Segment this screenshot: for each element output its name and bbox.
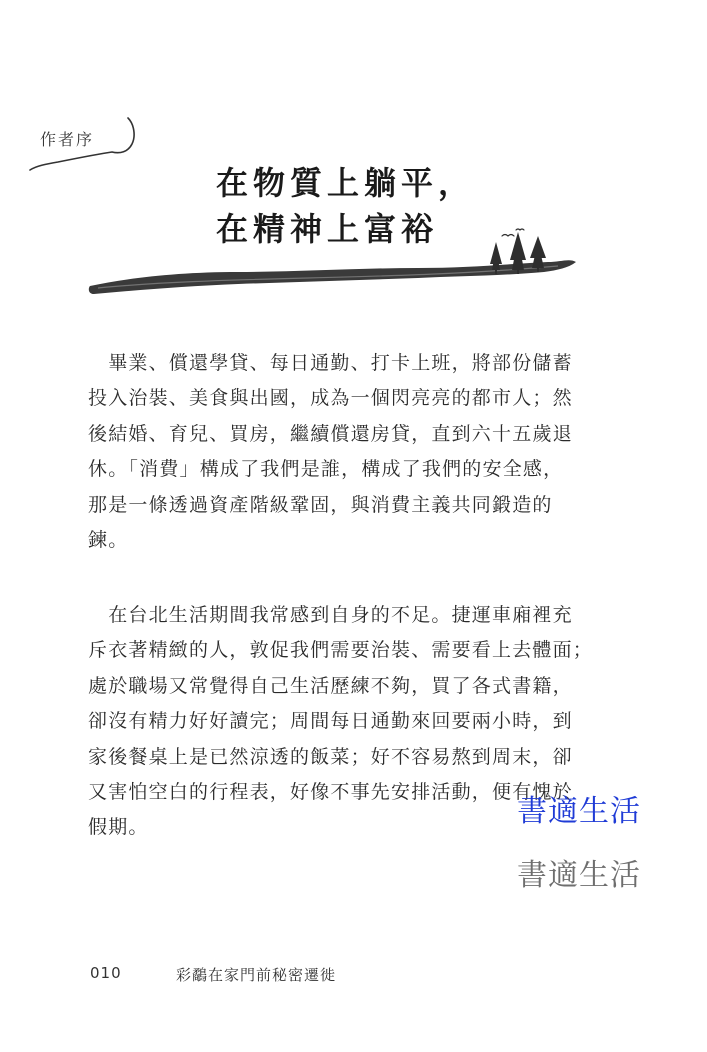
paragraph-line: 鍊。 (88, 529, 129, 552)
watermark-blue: 書適生活 (517, 794, 641, 829)
paragraph-line: 那是一條透過資產階級鞏固，與消費主義共同鍛造的 (88, 493, 553, 516)
pine-tree-icon (490, 232, 546, 274)
paragraph-line: 投入治裝、美食與出國，成為一個閃亮亮的都市人；然 (88, 387, 573, 410)
paragraph-line: 後結婚、育兒、買房，繼續償還房貸，直到六十五歲退 (88, 422, 573, 445)
page-number: 010 (90, 964, 122, 982)
watermark-gray: 書適生活 (517, 858, 641, 893)
paragraph-2 (88, 598, 594, 846)
paragraph-line: 假期。 (88, 816, 149, 839)
paragraph-1 (88, 346, 588, 558)
title-line-1: 在物質上躺平， (216, 164, 476, 202)
title-line-2: 在精神上富裕 (216, 210, 439, 248)
paragraph-line: 在台北生活期間我常感到自身的不足。捷運車廂裡充 (88, 604, 573, 626)
paragraph-line: 畢業、償還學貸、每日通勤、打卡上班，將部份儲蓄 (88, 352, 573, 374)
brush-stroke-trees-illustration (88, 228, 578, 300)
paragraph-line: 家後餐桌上是已然涼透的飯菜；好不容易熬到周末，卻 (88, 745, 573, 768)
running-book-title: 彩鷸在家門前秘密遷徙 (176, 966, 337, 984)
section-tag: 作者序 (40, 130, 95, 149)
bird-icon (502, 229, 524, 236)
paragraph-line: 斥衣著精緻的人，敦促我們需要治裝、需要看上去體面； (88, 639, 594, 662)
paragraph-line: 處於職場又常覺得自己生活歷練不夠，買了各式書籍， (88, 674, 573, 697)
paragraph-line: 休。「消費」構成了我們是誰，構成了我們的安全感， (88, 458, 564, 481)
paragraph-line: 卻沒有精力好好讀完；周間每日通勤來回要兩小時，到 (88, 710, 573, 733)
paragraph-line: 又害怕空白的行程表，好像不事先安排活動，便有愧於 (88, 781, 573, 804)
